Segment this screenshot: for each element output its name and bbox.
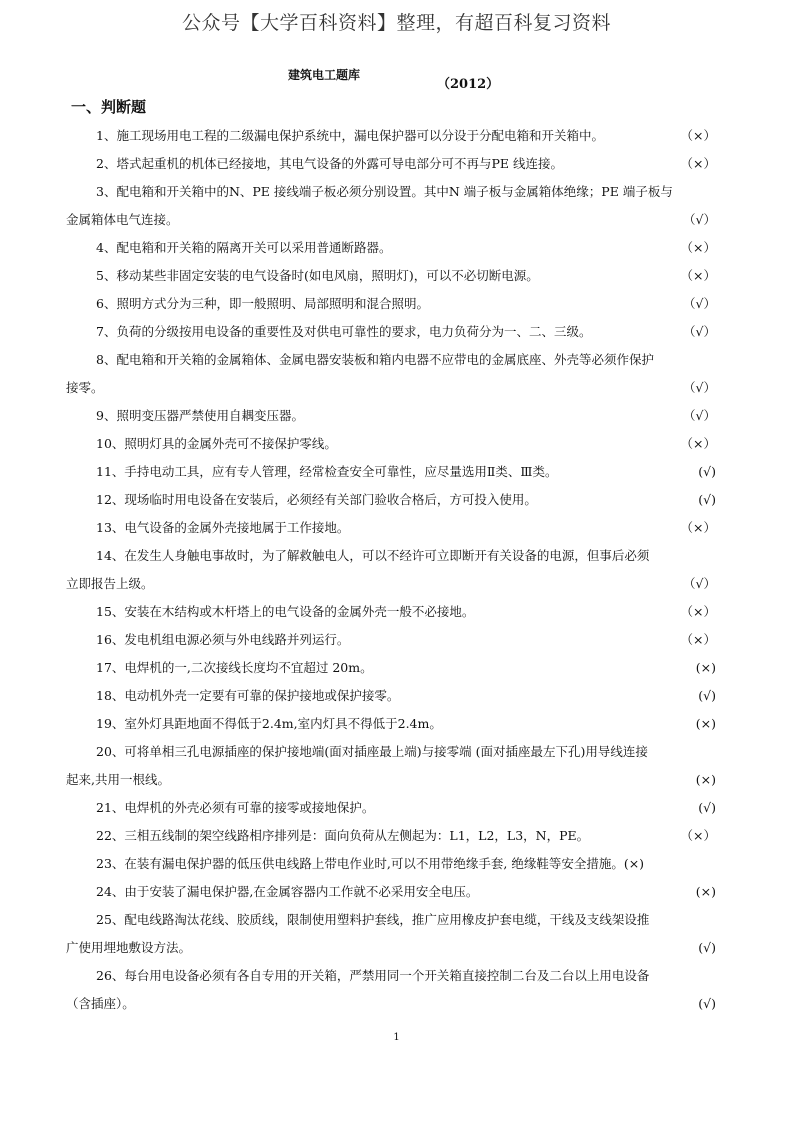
question-item [66,822,716,850]
question-text: 24、由于安装了漏电保护器,在金属容器内工作就不必采用安全电压。 [96,884,479,899]
question-text: 25、配电线路淘汰花线、胶质线，限制使用塑料护套线，推广应用橡皮护套电缆，干线及支线架设推 [96,912,650,927]
answer-mark: (×) [695,716,716,731]
question-item [66,318,716,346]
answer-mark: （√） [683,380,716,395]
question-text: 21、电焊机的外壳必须有可靠的接零或接地保护。 [96,800,375,815]
question-item [66,430,716,458]
question-item [66,150,716,178]
question-text: 26、每台用电设备必须有各自专用的开关箱，严禁用同一个开关箱直接控制二台及二台以上用电设备 [96,968,650,983]
question-text: 12、现场临时用电设备在安装后，必须经有关部门验收合格后，方可投入使用。 [96,492,537,507]
answer-mark: (×) [695,884,716,899]
page-number: 1 [393,1032,400,1043]
answer-mark: (√) [698,688,716,703]
question-text-continuation: 起来,共用一根线。 [66,772,170,787]
question-text: 22、三相五线制的架空线路相序排列是：面向负荷从左侧起为：L1，L2，L3，N，PE。 [96,828,590,843]
question-item [66,486,716,514]
question-text: 15、安装在木结构或木杆塔上的电气设备的金属外壳一般不必接地。 [96,604,475,619]
question-text: 4、配电箱和开关箱的隔离开关可以采用普通断路器。 [96,240,392,255]
question-item [66,402,716,430]
answer-mark: (√) [698,996,716,1011]
answer-mark: (√) [698,800,716,815]
answer-mark: （×） [680,828,716,843]
question-item [66,458,716,486]
question-text: 7、负荷的分级按用电设备的重要性及对供电可靠性的要求，电力负荷分为一、二、三级。 [96,324,592,339]
question-text: 9、照明变压器严禁使用自耦变压器。 [96,408,304,423]
question-text: 8、配电箱和开关箱的金属箱体、金属电器安装板和箱内电器不应带电的金属底座、外壳等必须作保护 [96,352,654,367]
question-text: 6、照明方式分为三种，即一般照明、局部照明和混合照明。 [96,296,429,311]
question-text-continuation: 广使用埋地敷设方法。 [66,940,192,955]
question-list [66,122,716,1018]
question-text: 19、室外灯具距地面不得低于2.4m,室内灯具不得低于2.4m。 [96,716,442,731]
question-item [66,290,716,318]
answer-mark: （√） [683,296,716,311]
answer-mark: (√) [698,492,716,507]
question-item [66,654,716,682]
question-item [66,234,716,262]
document-year: （2012） [437,77,500,92]
answer-mark: （√） [683,212,716,227]
question-item [66,514,716,542]
answer-mark: （×） [680,436,716,451]
question-text: 3、配电箱和开关箱中的N、PE 接线端子板必须分别设置。其中N 端子板与金属箱体绝缘；PE 端子板与 [96,184,673,199]
answer-mark: (×) [695,772,716,787]
question-text: 11、手持电动工具，应有专人管理，经常检查安全可靠性，应尽量选用Ⅱ类、Ⅲ类。 [96,464,558,479]
answer-mark: （×） [680,632,716,647]
answer-mark: （×） [680,240,716,255]
question-item [66,878,716,906]
answer-mark: （×） [680,604,716,619]
question-text: 1、施工现场用电工程的二级漏电保护系统中，漏电保护器可以分设于分配电箱和开关箱中。 [96,128,604,143]
question-item [66,738,716,794]
answer-mark: （×） [680,156,716,171]
answer-mark: （√） [683,408,716,423]
answer-mark: （×） [680,520,716,535]
section-heading: 一、判断题 [71,98,147,116]
answer-mark: (√) [698,464,716,479]
question-item [66,542,716,598]
question-item [66,122,716,150]
question-text: 10、照明灯具的金属外壳可不接保护零线。 [96,436,337,451]
question-text: 16、发电机组电源必须与外电线路并列运行。 [96,632,350,647]
watermark-banner: 公众号【大学百科资料】整理，有超百科复习资料 [181,12,611,34]
question-item [66,794,716,822]
question-item [66,178,716,234]
answer-mark: (×) [695,660,716,675]
answer-mark: (√) [698,940,716,955]
question-item [66,710,716,738]
answer-mark: （×） [680,128,716,143]
question-text-continuation: 接零。 [66,380,104,395]
question-item [66,598,716,626]
question-item [66,262,716,290]
question-item [66,346,716,402]
question-text: 20、可将单相三孔电源插座的保护接地端(面对插座最上端)与接零端 (面对插座最左下孔)用导线连接 [96,744,648,759]
question-text: 17、电焊机的一,二次接线长度均不宜超过 20m。 [96,660,373,675]
question-item [66,850,716,878]
question-text: 14、在发生人身触电事故时，为了解救触电人，可以不经许可立即断开有关设备的电源，但事后必须 [96,548,650,563]
question-text: 23、在装有漏电保护器的低压供电线路上带电作业时,可以不用带绝缘手套, 绝缘鞋等安全措施。(×) [96,856,645,871]
answer-mark: （√） [683,576,716,591]
question-text: 13、电气设备的金属外壳接地属于工作接地。 [96,520,350,535]
question-text: 2、塔式起重机的机体已经接地，其电气设备的外露可导电部分可不再与PE 线连接。 [96,156,563,171]
question-item [66,682,716,710]
answer-mark: （√） [683,324,716,339]
question-item [66,906,716,962]
question-text: 5、移动某些非固定安装的电气设备时(如电风扇，照明灯)，可以不必切断电源。 [96,268,539,283]
question-text-continuation: 立即报告上级。 [66,576,154,591]
question-text: 18、电动机外壳一定要有可靠的保护接地或保护接零。 [96,688,400,703]
question-item [66,626,716,654]
document-title: 建筑电工题库 [288,68,361,82]
question-text-continuation: 金属箱体电气连接。 [66,212,179,227]
question-text-continuation: （含插座）。 [66,996,135,1011]
answer-mark: （×） [680,268,716,283]
question-item [66,962,716,1018]
